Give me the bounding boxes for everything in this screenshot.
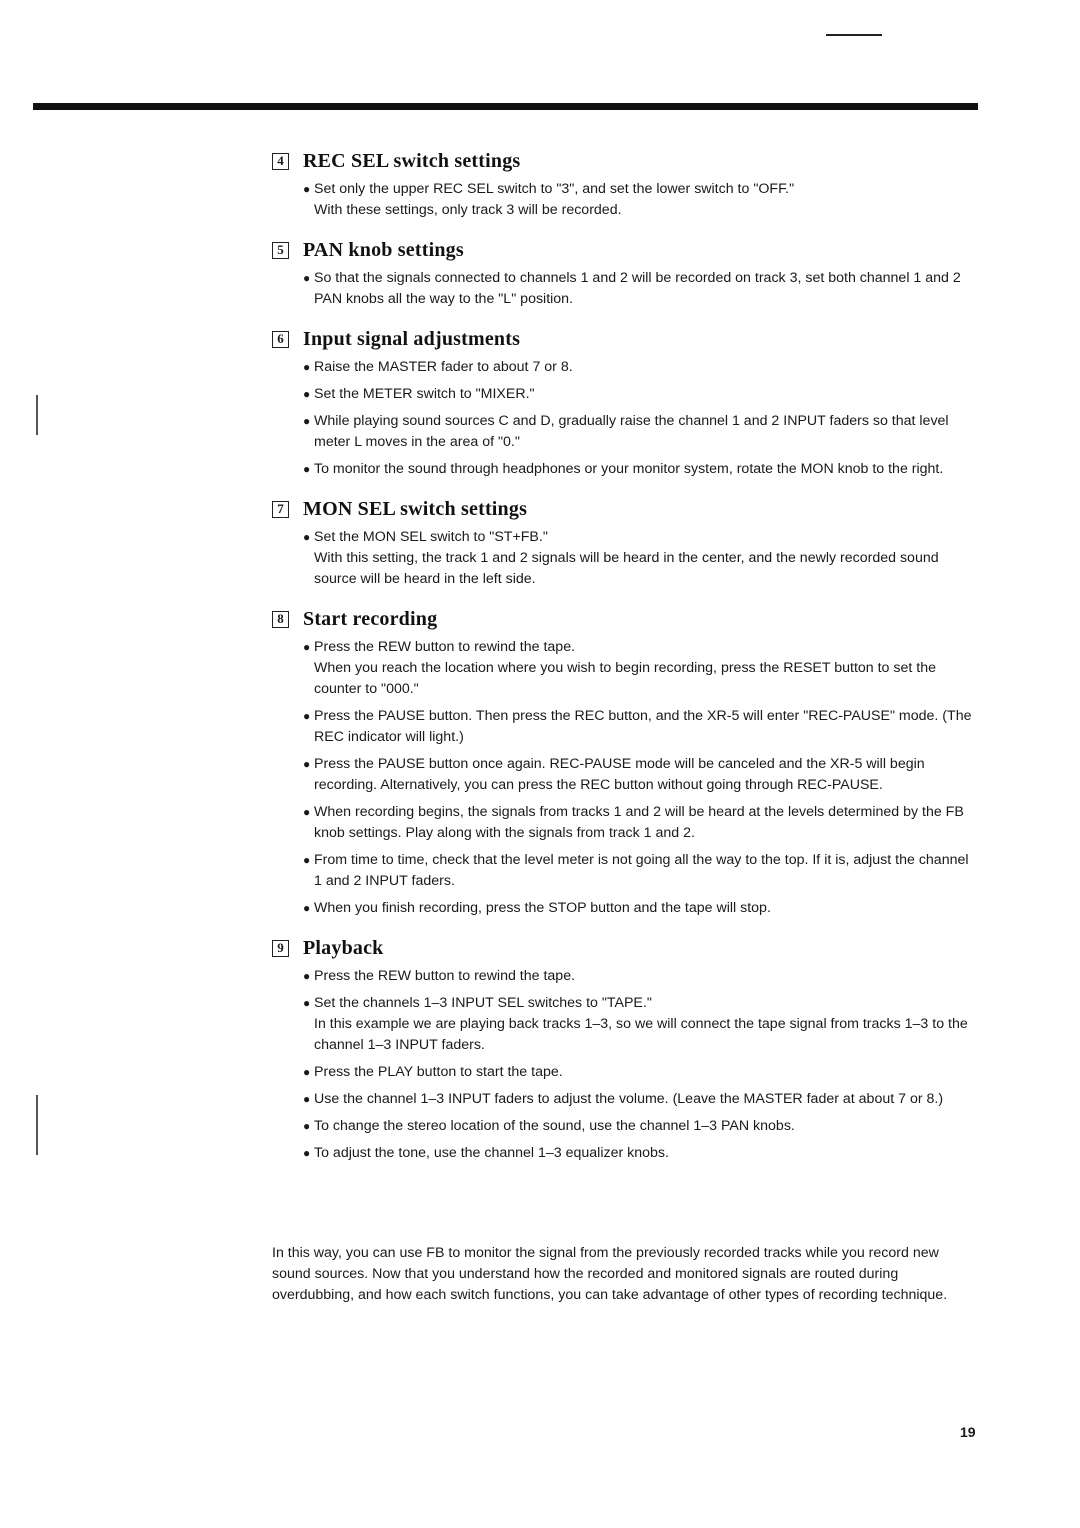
section-heading [272, 146, 978, 176]
item-text: In this example we are playing back tracks 1–3, so we will connect the tape signal from tracks 1–3 to the channel 1–3 INPUT faders. [314, 1016, 968, 1053]
header-rule [33, 103, 978, 110]
item-text: Set the MON SEL switch to "ST+FB." [314, 529, 548, 545]
item-text: When you reach the location where you wish to begin recording, press the RESET button to set the counter to "000." [314, 660, 936, 697]
section-heading [272, 235, 978, 265]
item-text: Set the channels 1–3 INPUT SEL switches to "TAPE." [314, 995, 652, 1011]
bullet-item [272, 179, 978, 221]
bullet-icon: ● [303, 462, 311, 476]
item-text: So that the signals connected to channels 1 and 2 will be recorded on track 3, set both channel 1 and 2 PAN knobs all the way to the "L" position. [314, 270, 961, 307]
bullet-icon: ● [303, 414, 311, 428]
bullet-item [272, 1062, 978, 1083]
item-text: With these settings, only track 3 will be recorded. [314, 202, 622, 218]
bullet-icon: ● [303, 901, 311, 915]
bullet-item [272, 706, 978, 748]
item-text: To monitor the sound through headphones or your monitor system, rotate the MON knob to the right. [314, 461, 944, 477]
bullet-item [272, 850, 978, 892]
section-heading [272, 604, 978, 634]
step-number-box: 7 [272, 501, 289, 518]
item-text: Press the REW button to rewind the tape. [314, 639, 576, 655]
item-text: Press the PLAY button to start the tape. [314, 1064, 563, 1080]
section-title: Playback [303, 936, 384, 959]
section-title: REC SEL switch settings [303, 149, 521, 172]
bullet-icon: ● [303, 530, 311, 544]
bullet-icon: ● [303, 387, 311, 401]
bullet-item [272, 357, 978, 378]
bullet-item [272, 1143, 978, 1164]
item-text: Set the METER switch to "MIXER." [314, 386, 535, 402]
section-title: MON SEL switch settings [303, 497, 528, 520]
section-title: PAN knob settings [303, 238, 464, 261]
step-number-box: 8 [272, 611, 289, 628]
margin-scan-mark [36, 1095, 38, 1155]
item-text: While playing sound sources C and D, gradually raise the channel 1 and 2 INPUT faders so that level meter L moves in the area of "0." [314, 413, 949, 450]
section-step-6 [272, 324, 978, 480]
section-heading [272, 494, 978, 524]
section-step-5 [272, 235, 978, 310]
section-step-9 [272, 933, 978, 1164]
bullet-item [272, 1089, 978, 1110]
bullet-icon: ● [303, 271, 311, 285]
instructions-body [272, 146, 978, 1178]
bullet-icon: ● [303, 1119, 311, 1133]
bullet-icon: ● [303, 1065, 311, 1079]
closing-paragraph: In this way, you can use FB to monitor the signal from the previously recorded tracks while you record new sound sources. Now that you understand how the recorded and monitored signals are routed during overdubbing, and how each switch functions, you can take advantage of other types of recording technique. [272, 1245, 948, 1303]
bullet-item [272, 993, 978, 1056]
section-step-7 [272, 494, 978, 590]
bullet-icon: ● [303, 805, 311, 819]
item-text: From time to time, check that the level meter is not going all the way to the top. If it is, adjust the channel 1 and 2 INPUT faders. [314, 852, 969, 889]
item-text: When you finish recording, press the STOP button and the tape will stop. [314, 900, 771, 916]
bullet-item [272, 268, 978, 310]
bullet-item [272, 802, 978, 844]
step-number-box: 4 [272, 153, 289, 170]
item-text: Press the PAUSE button once again. REC-PAUSE mode will be canceled and the XR-5 will begin recording. Alternatively, you can press the REC button without going through REC-PAUSE. [314, 756, 925, 793]
bullet-item [272, 637, 978, 700]
step-number-box: 5 [272, 242, 289, 259]
bullet-item [272, 966, 978, 987]
bullet-icon: ● [303, 640, 311, 654]
bullet-item [272, 1116, 978, 1137]
item-text: To change the stereo location of the sound, use the channel 1–3 PAN knobs. [314, 1118, 795, 1134]
bullet-icon: ● [303, 996, 311, 1010]
section-heading [272, 324, 978, 354]
section-step-4 [272, 146, 978, 221]
step-number-box: 6 [272, 331, 289, 348]
bullet-icon: ● [303, 969, 311, 983]
bullet-icon: ● [303, 1146, 311, 1160]
item-text: Use the channel 1–3 INPUT faders to adjust the volume. (Leave the MASTER fader at about 7 or 8.) [314, 1091, 944, 1107]
top-short-rule [826, 34, 882, 36]
bullet-icon: ● [303, 709, 311, 723]
step-number-box: 9 [272, 940, 289, 957]
item-text: Set only the upper REC SEL switch to "3", and set the lower switch to "OFF." [314, 181, 795, 197]
bullet-item [272, 459, 978, 480]
bullet-icon: ● [303, 853, 311, 867]
margin-scan-mark [36, 395, 38, 435]
item-text: Raise the MASTER fader to about 7 or 8. [314, 359, 573, 375]
bullet-icon: ● [303, 360, 311, 374]
bullet-item [272, 754, 978, 796]
item-text: With this setting, the track 1 and 2 signals will be heard in the center, and the newly recorded sound source will be heard in the left side. [314, 550, 939, 587]
section-title: Start recording [303, 607, 438, 630]
item-text: When recording begins, the signals from tracks 1 and 2 will be heard at the levels determined by the FB knob settings. Play along with the signals from track 1 and 2. [314, 804, 964, 841]
page-number: 19 [960, 1424, 976, 1440]
section-step-8 [272, 604, 978, 919]
item-text: To adjust the tone, use the channel 1–3 equalizer knobs. [314, 1145, 669, 1161]
section-heading [272, 933, 978, 963]
section-title: Input signal adjustments [303, 327, 521, 350]
bullet-icon: ● [303, 757, 311, 771]
bullet-icon: ● [303, 182, 311, 196]
bullet-item [272, 898, 978, 919]
item-text: Press the REW button to rewind the tape. [314, 968, 576, 984]
bullet-item [272, 411, 978, 453]
item-text: Press the PAUSE button. Then press the REC button, and the XR-5 will enter "REC-PAUSE" mode. (The REC indicator will light.) [314, 708, 972, 745]
bullet-item [272, 527, 978, 590]
bullet-icon: ● [303, 1092, 311, 1106]
bullet-item [272, 384, 978, 405]
